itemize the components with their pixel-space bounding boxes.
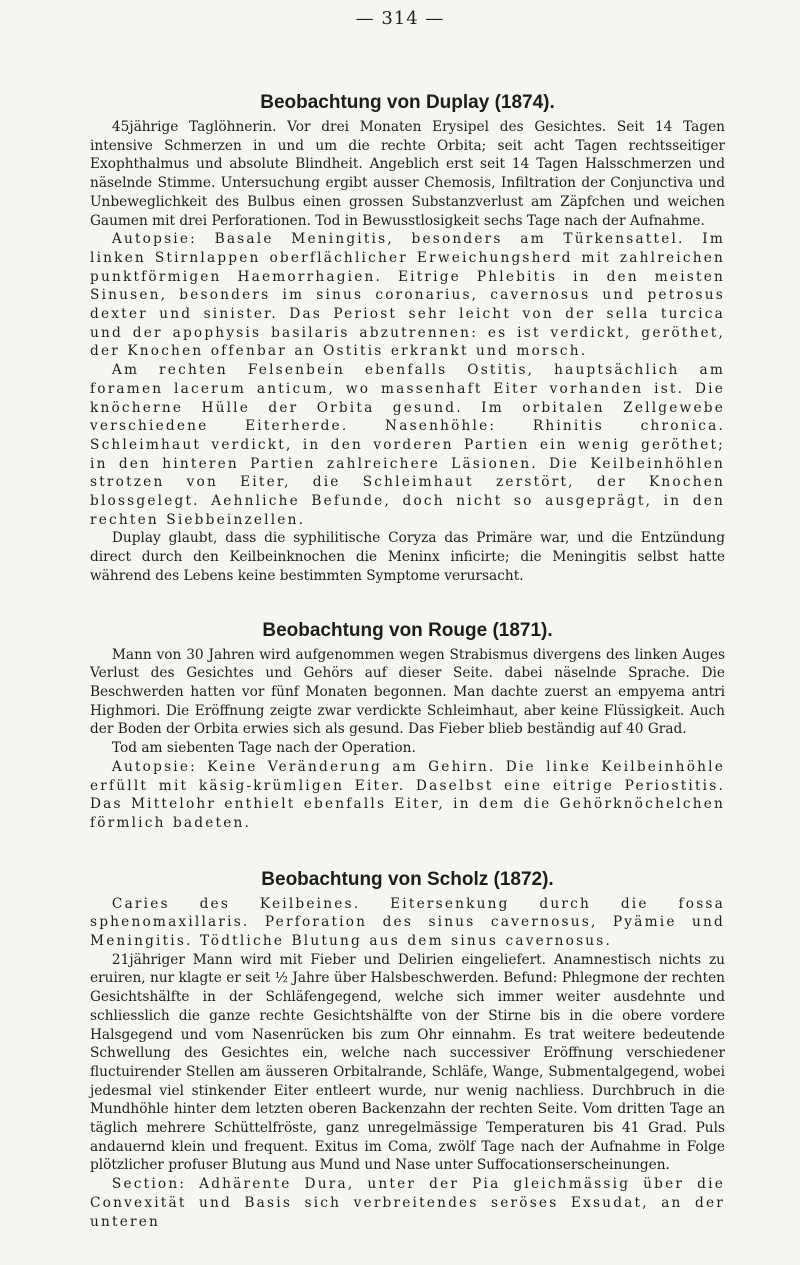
paragraph-autopsie: Autopsie: Basale Meningitis, besonders am Türkensattel. Im linken Stirnlappen oberflächlicher Erweichungsherd mit zahlreichen punktförmigen Haemorrhagien. Eitrige Phlebitis in den meisten Sinusen, besonders im sinus coronarius, cavernosus und petrosus dexter und sinister. Das Periost sehr leicht von der sella turcica und der apophysis basilaris abzutrennen: es ist verdickt, geröthet, der Knochen offenbar an Ostitis erkrankt und morsch.: [90, 231, 725, 360]
section-duplay: [90, 92, 725, 586]
paragraph: Mann von 30 Jahren wird aufgenommen wegen Strabismus divergens des linken Auges Verlust des Gesichtes und Gehörs auf dieser Seite. dabei näselnde Sprache. Die Beschwerden hatten vor fünf Monaten begonnen. Man dachte zuerst an empyema antri Highmori. Die Eröffnung zeigte zwar verdickte Schleimhaut, aber keine Flüssigkeit. Auch der Boden der Orbita erwies sich als gesund. Das Fieber blieb beständig auf 40 Grad.: [90, 646, 725, 738]
paragraph: 21jähriger Mann wird mit Fieber und Delirien eingeliefert. Anamnestisch nichts zu eruiren, nur klagte er seit ½ Jahre über Halsbeschwerden. Befund: Phlegmone der rechten Gesichtshälfte in der Schläfengegend, welche sich immer weiter ausdehnte und schliesslich die ganze rechte Gesichtshälfte von der Stirne bis in die obere vordere Halsgegend und vom Nasenrücken bis zum Ohr einnahm. Es trat weitere bedeutende Schwellung des Gesichtes ein, welche nach successiver Eröffnung verschiedener fluctuirender Stellen am äusseren Orbitalrande, Schläfe, Wange, Submentalgegend, wobei jedesmal viel stinkender Eiter entleert wurde, nur wenig nachliess. Durchbruch in die Mundhöhle hinter dem letzten oberen Backenzahn der rechten Seite. Vom dritten Tage an täglich mehrere Schüttelfröste, ganz unregelmässige Temperaturen bis 41 Grad. Puls andauernd klein und frequent. Exitus im Coma, zwölf Tage nach der Aufnahme in Folge plötzlicher profuser Blutung aus Mund und Nase unter Suffocationserscheinungen.: [90, 951, 725, 1174]
paragraph: Duplay glaubt, dass die syphilitische Coryza das Primäre war, und die Entzündung direct durch den Keilbeinknochen die Meninx inficirte; die Meningitis selbst hatte während des Lebens keine bestimmten Symptome verursacht.: [90, 530, 725, 584]
section-title: Beobachtung von Rouge (1871).: [262, 619, 553, 641]
paragraph-summary: Caries des Keilbeines. Eitersenkung durch die fossa sphenomaxillaris. Perforation des sinus cavernosus, Pyämie und Meningitis. Tödtliche Blutung aus dem sinus cavernosus.: [90, 895, 725, 950]
page-number: — 314 —: [355, 8, 445, 29]
section-scholz: [90, 869, 725, 1232]
paragraph-section: Section: Adhärente Dura, unter der Pia gleichmässig über die Convexität und Basis sich verbreitendes seröses Exsudat, an der unteren: [90, 1176, 725, 1230]
section-rouge: [90, 620, 725, 833]
paragraph-autopsie: Autopsie: Keine Veränderung am Gehirn. Die linke Keilbeinhöhle erfüllt mit käsig-krümligen Eiter. Daselbst eine eitrige Periostitis. Das Mittelohr enthielt ebenfalls Eiter, in dem die Gehörknöchelchen förmlich badeten.: [90, 758, 725, 831]
paragraph: Tod am siebenten Tage nach der Operation.: [111, 740, 416, 757]
paragraph: Am rechten Felsenbein ebenfalls Ostitis, hauptsächlich am foramen lacerum anticum, wo massenhaft Eiter vorhanden ist. Die knöcherne Hülle der Orbita gesund. Im orbitalen Zellgewebe verschiedene Eiterherde. Nasenhöhle: Rhinitis chronica. Schleimhaut verdickt, in den vorderen Partien ein wenig geröthet; in den hinteren Partien zahlreichere Läsionen. Die Keilbeinhöhlen strotzen von Eiter, die Schleimhaut zerstört, der Knochen blossgelegt. Aehnliche Befunde, doch nicht so ausgeprägt, in den rechten Siebbeinzellen.: [90, 362, 725, 528]
section-title: Beobachtung von Duplay (1874).: [260, 92, 555, 113]
section-title: Beobachtung von Scholz (1872).: [261, 868, 554, 890]
page-body: [90, 92, 725, 1265]
paragraph: 45jährige Taglöhnerin. Vor drei Monaten Erysipel des Gesichtes. Seit 14 Tagen intensive Schmerzen in und um die rechte Orbita; seit acht Tagen rechtsseitiger Exophthalmus und absolute Blindheit. Angeblich erst seit 14 Tagen Halsschmerzen und näselnde Stimme. Untersuchung ergibt ausser Chemosis, Infiltration der Conjunctiva und Unbeweglichkeit des Bulbus einen grossen Substanzverlust am Zäpfchen und weichen Gaumen mit drei Perforationen. Tod in Bewusstlosigkeit sechs Tage nach der Aufnahme.: [90, 119, 725, 229]
